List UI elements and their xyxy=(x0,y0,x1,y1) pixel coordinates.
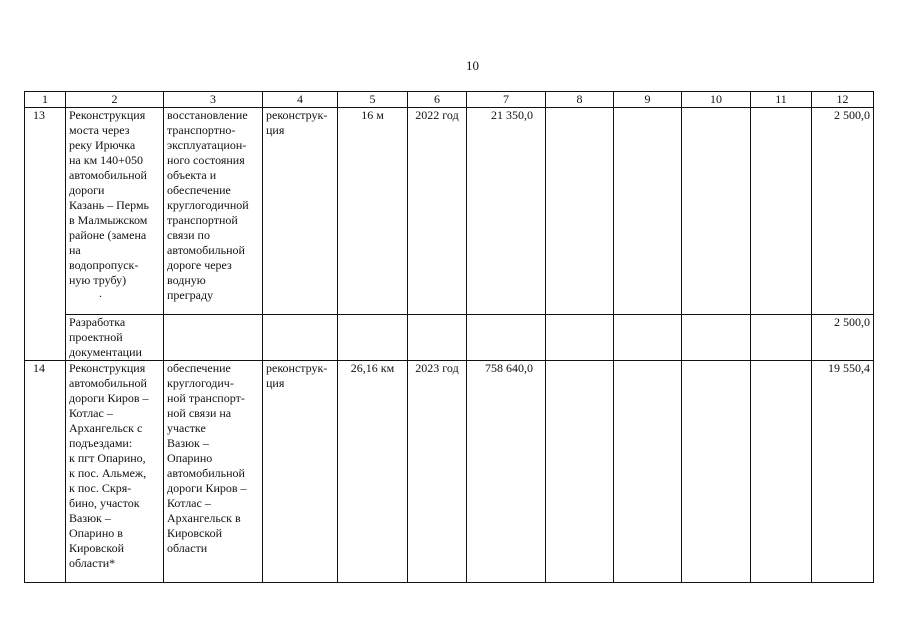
text-line: районе (замена xyxy=(69,228,147,242)
data-table xyxy=(24,91,874,583)
empty-cell xyxy=(546,315,614,361)
object-name-cell xyxy=(66,361,164,583)
table-row xyxy=(25,361,874,583)
text-line: водопропуск- xyxy=(69,258,139,272)
text-line: автомобильной xyxy=(69,168,147,182)
empty-cell xyxy=(263,315,338,361)
table-row xyxy=(25,315,874,361)
text-line: ной связи на xyxy=(167,406,232,420)
text-line: моста через xyxy=(69,123,130,137)
text-line: объекта и xyxy=(167,168,217,182)
text-line: к пгт Опарино, xyxy=(69,451,146,465)
empty-cell xyxy=(614,315,682,361)
empty-cell xyxy=(751,361,812,583)
text-line: дороге через xyxy=(167,258,232,272)
text-line: обеспечение xyxy=(167,183,231,197)
text-line: реконструк- xyxy=(266,361,328,375)
empty-cell xyxy=(614,108,682,315)
header-row xyxy=(25,92,874,108)
header-cell-12: 12 xyxy=(812,92,874,108)
object-name-cell xyxy=(66,315,164,361)
empty-cell xyxy=(682,108,751,315)
text-line: бино, участок xyxy=(69,496,140,510)
text-line: ция xyxy=(266,376,285,390)
text-line: водную xyxy=(167,273,206,287)
capacity-cell: 16 м xyxy=(338,108,408,315)
purpose-cell xyxy=(164,361,263,583)
text-line: обеспечение xyxy=(167,361,231,375)
text-line: круглогодичной xyxy=(167,198,249,212)
header-cell-7: 7 xyxy=(467,92,546,108)
text-line: преграду xyxy=(167,288,214,302)
text-line: восстановление xyxy=(167,108,248,122)
empty-cell xyxy=(408,315,467,361)
text-line: реконструк- xyxy=(266,108,328,122)
text-line: транспортно- xyxy=(167,123,236,137)
text-line: области* xyxy=(69,556,116,570)
text-line: Кировской xyxy=(167,526,222,540)
text-line: Разработка xyxy=(69,315,126,329)
text-line: Казань – Пермь xyxy=(69,198,150,212)
empty-cell xyxy=(546,108,614,315)
text-line: дороги xyxy=(69,183,105,197)
header-cell-9: 9 xyxy=(614,92,682,108)
year-cell: 2022 год xyxy=(408,108,467,315)
empty-cell xyxy=(751,315,812,361)
text-line: проектной xyxy=(69,330,123,344)
empty-cell xyxy=(614,361,682,583)
text-line: на км 140+050 xyxy=(69,153,143,167)
text-line: реку Ирючка xyxy=(69,138,136,152)
header-cell-4: 4 xyxy=(263,92,338,108)
cost-cell: 758 640,0 xyxy=(467,361,546,583)
text-line: участке xyxy=(167,421,206,435)
text-line: автомобильной xyxy=(167,466,245,480)
empty-cell xyxy=(546,361,614,583)
scan-dot: . xyxy=(99,286,102,300)
empty-cell xyxy=(751,108,812,315)
header-cell-3: 3 xyxy=(164,92,263,108)
col12-cell: 19 550,4 xyxy=(812,361,874,583)
text-line: эксплуатацион- xyxy=(167,138,247,152)
empty-cell xyxy=(682,361,751,583)
text-line: документации xyxy=(69,345,142,359)
text-line: ция xyxy=(266,123,285,137)
work-type-cell xyxy=(263,361,338,583)
empty-cell xyxy=(467,315,546,361)
header-cell-11: 11 xyxy=(751,92,812,108)
page-number: 10 xyxy=(466,58,479,73)
header-cell-10: 10 xyxy=(682,92,751,108)
row-number: 14 xyxy=(25,361,66,583)
text-line: дороги Киров – xyxy=(69,391,149,405)
col12-cell: 2 500,0 xyxy=(812,315,874,361)
header-cell-6: 6 xyxy=(408,92,467,108)
text-line: автомобильной xyxy=(69,376,147,390)
work-type-cell xyxy=(263,108,338,315)
text-line: Опарино в xyxy=(69,526,123,540)
text-line: на xyxy=(69,243,81,257)
text-line: ного состояния xyxy=(167,153,245,167)
empty-cell xyxy=(164,315,263,361)
text-line: автомобильной xyxy=(167,243,245,257)
year-cell: 2023 год xyxy=(408,361,467,583)
text-line: транспортной xyxy=(167,213,238,227)
object-name-cell xyxy=(66,108,164,315)
empty-cell xyxy=(682,315,751,361)
text-line: Реконструкция xyxy=(69,108,146,122)
text-line: Опарино xyxy=(167,451,213,465)
text-line: Котлас – xyxy=(167,496,211,510)
text-line: связи по xyxy=(167,228,210,242)
text-line: Вазюк – xyxy=(69,511,111,525)
text-line: к пос. Скря- xyxy=(69,481,132,495)
text-line: к пос. Альмеж, xyxy=(69,466,147,480)
header-cell-2: 2 xyxy=(66,92,164,108)
text-line: Кировской xyxy=(69,541,124,555)
text-line: Архангельск в xyxy=(167,511,241,525)
col12-cell: 2 500,0 xyxy=(812,108,874,315)
text-line: ной транспорт- xyxy=(167,391,245,405)
text-line: Котлас – xyxy=(69,406,113,420)
text-line: дороги Киров – xyxy=(167,481,247,495)
header-cell-1: 1 xyxy=(25,92,66,108)
text-line: в Малмыжском xyxy=(69,213,148,227)
cost-cell: 21 350,0 xyxy=(467,108,546,315)
text-line: подъездами: xyxy=(69,436,133,450)
text-line: ную трубу) xyxy=(69,273,127,287)
empty-cell xyxy=(338,315,408,361)
purpose-cell xyxy=(164,108,263,315)
table-row xyxy=(25,108,874,315)
text-line: области xyxy=(167,541,208,555)
row-number: 13 xyxy=(25,108,66,361)
text-line: круглогодич- xyxy=(167,376,234,390)
text-line: Вазюк – xyxy=(167,436,209,450)
text-line: Реконструкция xyxy=(69,361,146,375)
text-line: Архангельск с xyxy=(69,421,143,435)
header-cell-5: 5 xyxy=(338,92,408,108)
header-cell-8: 8 xyxy=(546,92,614,108)
capacity-cell: 26,16 км xyxy=(338,361,408,583)
